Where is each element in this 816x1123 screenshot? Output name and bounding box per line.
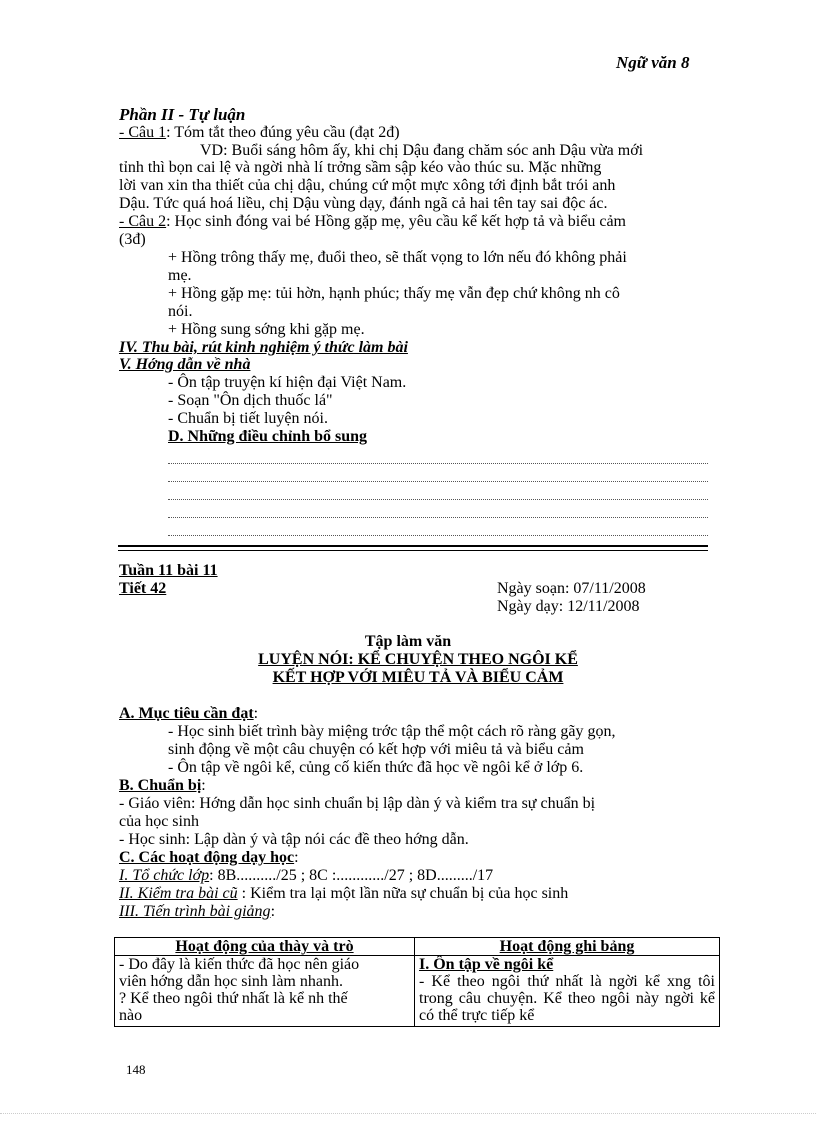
- table-header-board: Hoạt động ghi bảng: [415, 938, 720, 956]
- section-5-title: V. Hớng dẫn về nhà: [119, 356, 251, 373]
- date-prepared: Ngày soạn: 07/11/2008: [497, 580, 646, 597]
- page-number: 148: [126, 1062, 146, 1077]
- lesson-title-2: KẾT HỢP VỚI MIÊU TẢ VÀ BIỂU CẢM: [272, 669, 564, 686]
- lesson-process: [119, 903, 275, 920]
- question-2-points: (3đ): [119, 231, 146, 248]
- board-activity-body: - Kể theo ngôi thứ nhất là ngời kể xng tôi trong câu chuyện. Kể theo ngôi này ngời kể có thể trực tiếp kể: [419, 973, 715, 1024]
- footer-dotted-line: [0, 1113, 816, 1114]
- preparation-teacher: - Giáo viên: Hớng dẫn học sinh chuẩn bị lập dàn ý và kiểm tra sự chuẩn bị: [119, 795, 596, 812]
- board-activity-title: I. Ôn tập về ngôi kể: [419, 956, 554, 973]
- dotted-line: [168, 499, 708, 500]
- question-1-text: : Tóm tắt theo đúng yêu cầu (đạt 2đ): [166, 124, 400, 141]
- preparation-student: - Học sinh: Lập dàn ý và tập nói các đề theo hớng dẫn.: [119, 831, 469, 848]
- bullet-line: + Hồng sung sớng khi gặp mẹ.: [168, 321, 365, 338]
- date-taught: Ngày dạy: 12/11/2008: [497, 598, 640, 615]
- bullet-line: + Hồng trông thấy mẹ, đuổi theo, sẽ thất vọng to lớn nếu đó không phải: [168, 249, 627, 266]
- activities-table: [114, 937, 720, 1027]
- homework-item: - Chuẩn bị tiết luyện nói.: [168, 410, 328, 427]
- board-activity-cell: [415, 956, 720, 1027]
- objectives-title: A. Mục tiêu cần đạt: [119, 705, 254, 722]
- activities-title: C. Các hoạt động dạy học: [119, 849, 295, 866]
- class-organization-label: I. Tổ chức lớp: [119, 867, 210, 884]
- objective-line: - Học sinh biết trình bày miệng trớc tập thể một cách rõ ràng gãy gọn,: [168, 723, 616, 740]
- teacher-activity-cell: [115, 956, 415, 1027]
- teacher-activity-text: [119, 956, 410, 1026]
- lesson-category: Tập làm văn: [364, 633, 452, 650]
- lesson-process-colon: :: [270, 903, 276, 920]
- preparation-title: B. Chuẩn bị: [119, 777, 202, 794]
- teacher-activity-line: viên hớng dẫn học sinh làm nhanh.: [119, 973, 343, 990]
- review-check-text: : Kiểm tra lại một lần nữa sự chuẩn bị của học sinh: [237, 885, 569, 902]
- teacher-activity-line: ? Kể theo ngôi thứ nhất là kể nh thế: [119, 990, 348, 1007]
- preparation-heading: [119, 777, 206, 794]
- question-1: [119, 124, 400, 141]
- answer-line: tỉnh thì bọn cai lệ và ngời nhà lí trởng sầm sập kéo vào thúc su. Mặc những: [119, 159, 602, 176]
- teacher-activity-line: nào: [119, 1007, 143, 1024]
- bullet-line: + Hồng gặp mẹ: tủi hờn, hạnh phúc; thấy mẹ vẫn đẹp chứ không nh cô: [168, 285, 620, 302]
- dotted-line: [168, 481, 708, 482]
- review-check-label: II. Kiểm tra bài cũ: [119, 885, 238, 902]
- class-organization-text: : 8B........../25 ; 8C :............/27 ; 8D........./17: [209, 867, 494, 884]
- homework-item: - Ôn tập truyện kí hiện đại Việt Nam.: [168, 374, 407, 391]
- objective-line: - Ôn tập về ngôi kể, củng cố kiến thức đã học về ngôi kể ở lớp 6.: [168, 759, 584, 776]
- homework-item: - Soạn "Ôn dịch thuốc lá": [168, 392, 333, 409]
- table-header-teacher: Hoạt động của thày và trò: [115, 938, 415, 956]
- objective-line: sinh động về một câu chuyện có kết hợp với miêu tả và biểu cảm: [168, 741, 584, 758]
- activities-heading: [119, 849, 299, 866]
- answer-line: lời van xin tha thiết của chị dậu, chúng cứ một mực xông tới định bắt trói anh: [119, 177, 616, 194]
- activities-colon: :: [294, 849, 299, 866]
- table-header-row: [115, 938, 720, 956]
- question-2: [119, 213, 626, 230]
- question-2-text: : Học sinh đóng vai bé Hồng gặp mẹ, yêu cầu kể kết hợp tả và biểu cảm: [166, 213, 626, 230]
- dotted-line: [168, 535, 708, 536]
- dotted-line: [168, 517, 708, 518]
- lesson-process-label: III. Tiến trình bài giảng: [119, 903, 271, 920]
- review-check: [119, 885, 568, 902]
- board-activity-text: [419, 956, 715, 1026]
- dotted-line: [168, 463, 708, 464]
- part2-title: Phần II - Tự luận: [119, 105, 246, 124]
- question-1-label: - Câu 1: [119, 124, 167, 141]
- adjustments-title: D. Những điều chỉnh bổ sung: [168, 428, 368, 445]
- table-row: [115, 956, 720, 1027]
- header-subject: Ngữ văn 8: [616, 53, 690, 72]
- lesson-week: Tuần 11 bài 11: [119, 562, 218, 579]
- class-organization: [119, 867, 493, 884]
- lesson-title-1: LUYỆN NÓI: KỂ CHUYỆN THEO NGÔI KỂ: [258, 651, 578, 668]
- bullet-line: mẹ.: [168, 267, 192, 284]
- preparation-teacher: của học sinh: [119, 813, 199, 830]
- separator-rule: [118, 550, 708, 551]
- section-4-title: IV. Thu bài, rút kinh nghiệm ý thức làm bài: [119, 339, 408, 356]
- answer-line: Dậu. Tức quá hoá liều, chị Dậu vùng dạy, đánh ngã cả hai tên tay sai độc ác.: [119, 195, 608, 212]
- question-2-label: - Câu 2: [119, 213, 167, 230]
- preparation-colon: :: [201, 777, 206, 794]
- objectives-colon: :: [253, 705, 259, 722]
- bullet-line: nói.: [168, 303, 193, 320]
- lesson-period: Tiết 42: [119, 580, 167, 597]
- answer-line: VD: Buổi sáng hôm ấy, khi chị Dậu đang chăm sóc anh Dậu vừa mới: [200, 142, 644, 159]
- teacher-activity-line: - Do đây là kiến thức đã học nên giáo: [119, 956, 360, 973]
- separator-rule: [118, 545, 708, 547]
- objectives-heading: [119, 705, 258, 722]
